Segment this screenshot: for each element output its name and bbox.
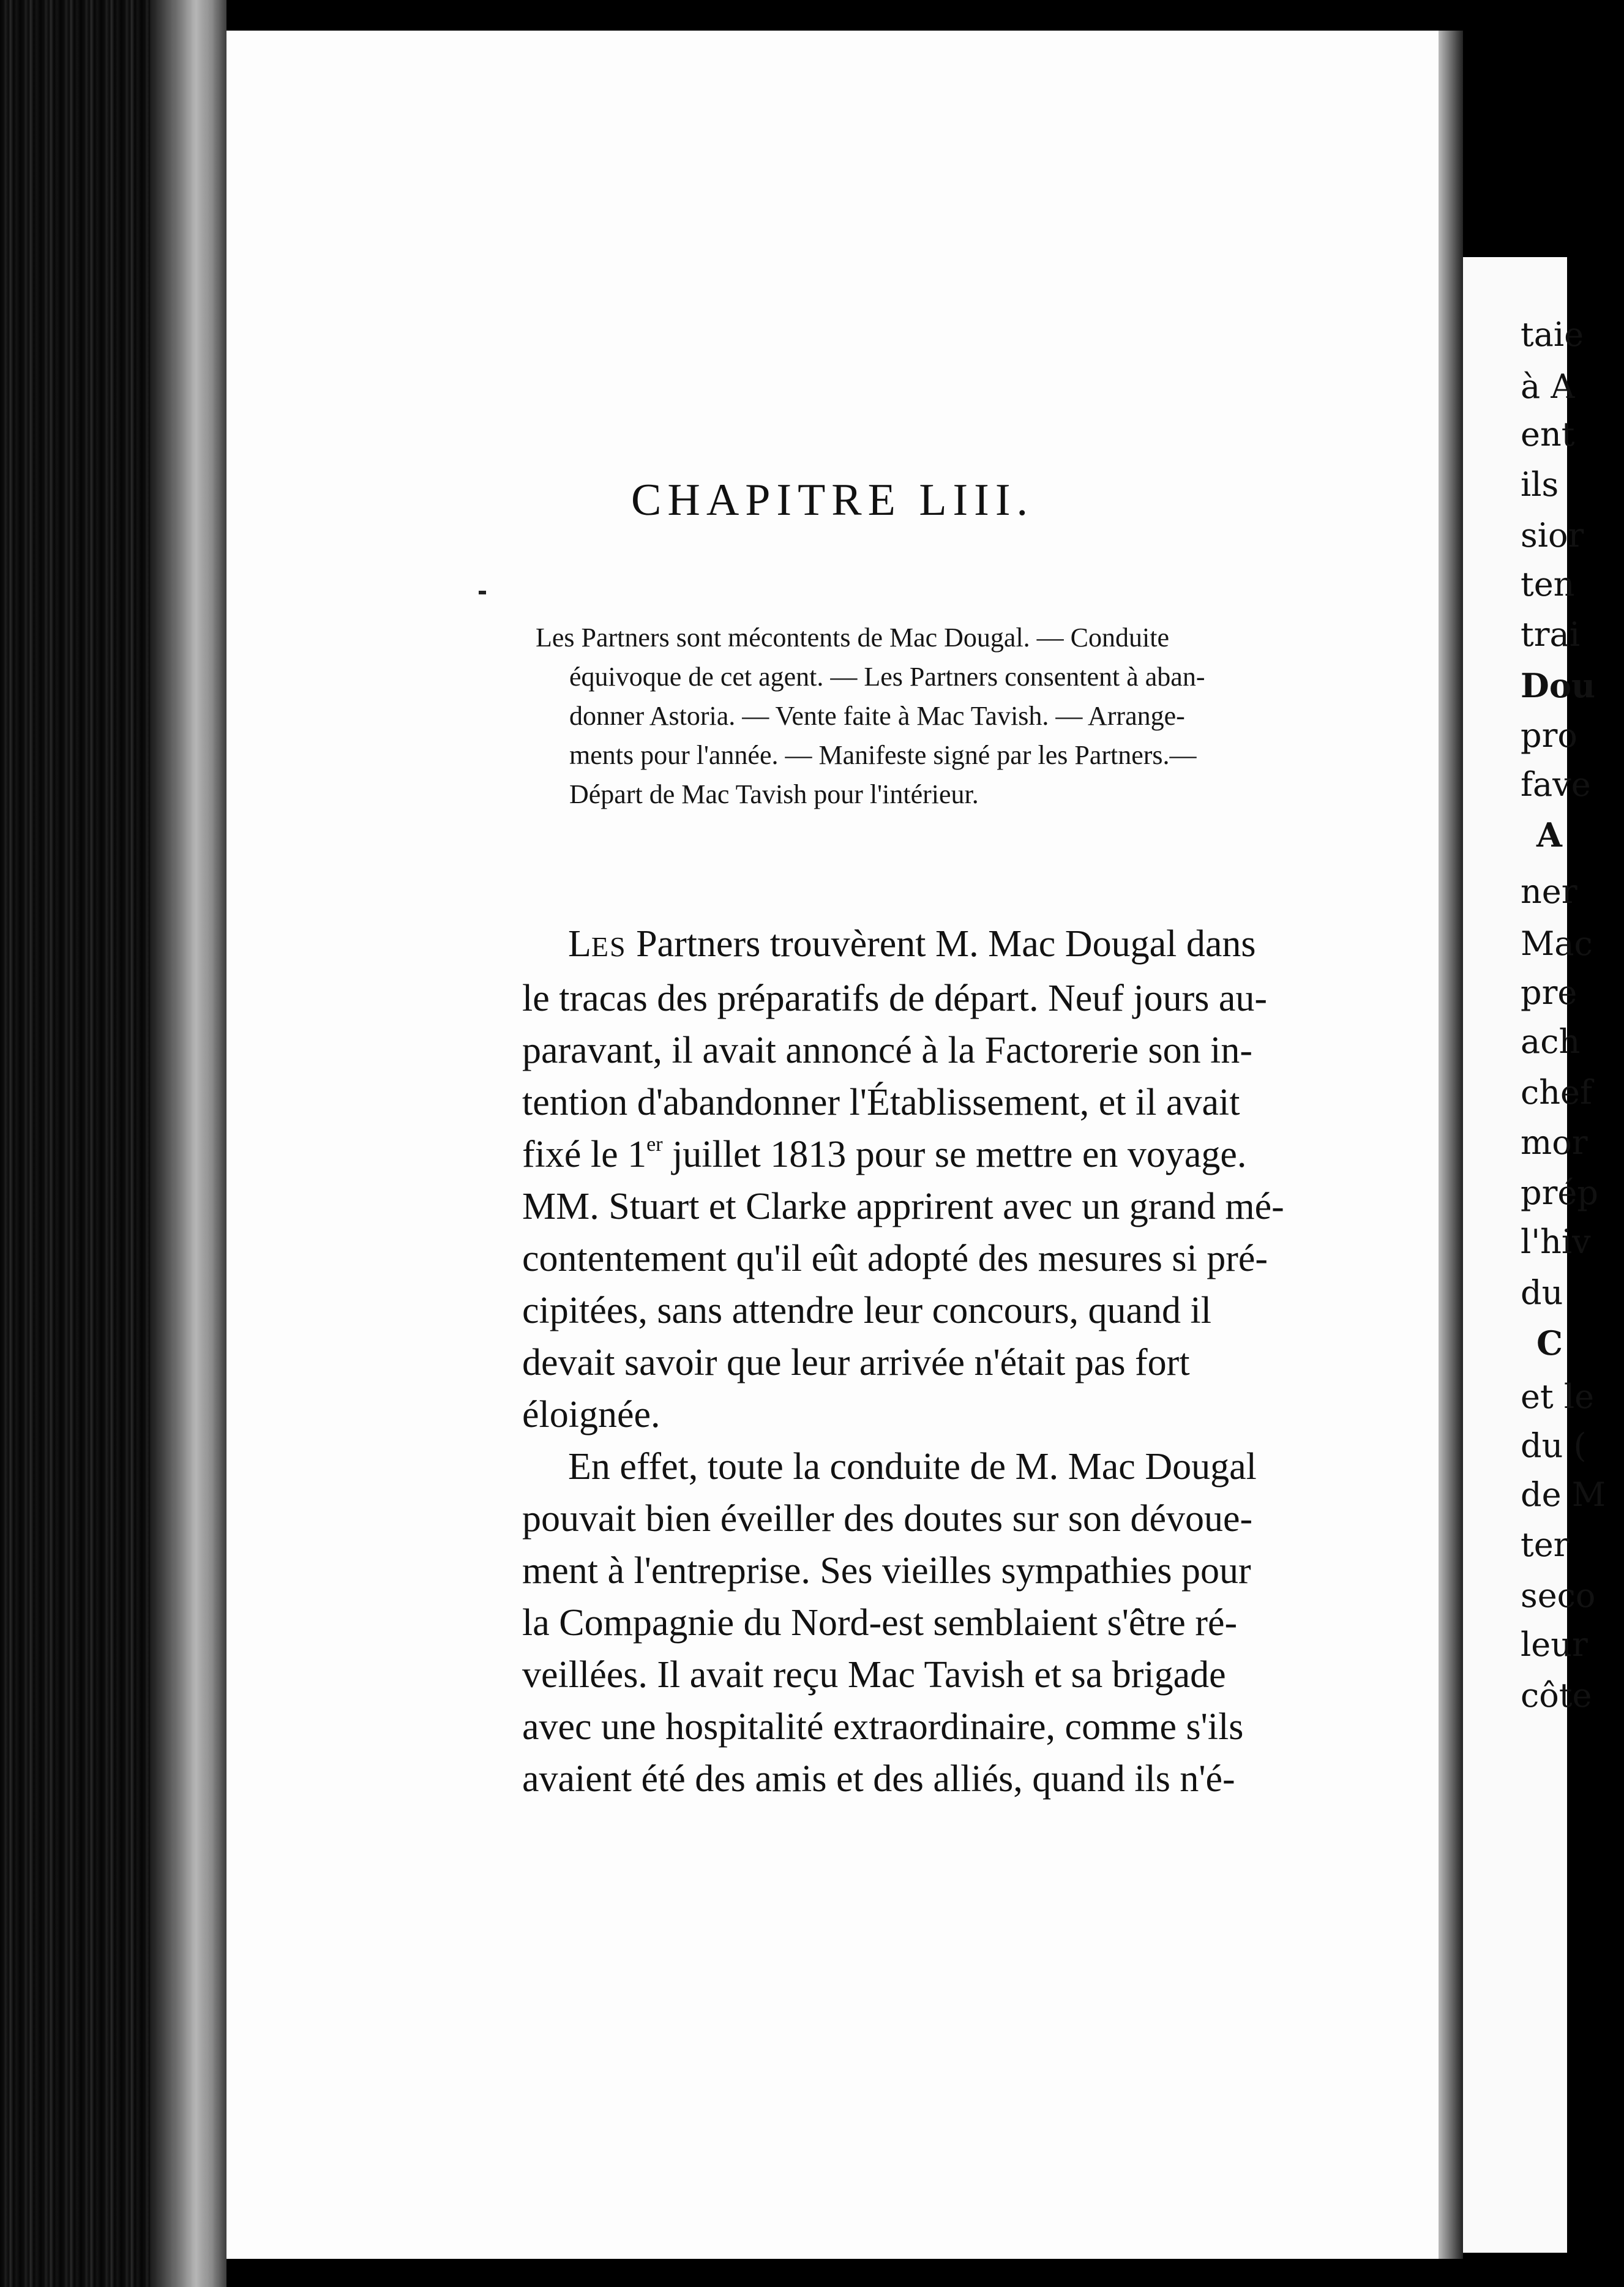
chapter-title: CHAPITRE LIII. [631,475,1034,525]
summary-line: ments pour l'année. — Manifeste signé par les Partners.— [569,740,1197,770]
body-line: ment à l'entreprise. Ses vieilles sympathies pour [522,1550,1251,1592]
facing-page-fragment-line: fave [1521,765,1591,804]
body-line: éloignée. [522,1394,660,1435]
facing-page-fragment [1463,257,1606,2253]
facing-page-fragment-line: mor [1521,1123,1588,1162]
facing-page-fragment-line: sior [1521,516,1584,555]
smallcaps-text: ES [591,931,627,962]
facing-page-fragment-line: côte [1521,1676,1592,1715]
facing-page-fragment-line: pro [1521,716,1577,755]
left-page [226,31,1439,2259]
page-edge-stack [150,0,226,2287]
body-line: avaient été des amis et des alliés, quand ils n'é- [522,1758,1235,1800]
superscript: er [646,1133,663,1156]
scan-top-border [226,0,1567,31]
facing-page-fragment-line: leur [1521,1625,1588,1664]
body-line: tention d'abandonner l'Établissement, et il avait [522,1082,1240,1123]
facing-page-fragment-line: trai [1521,615,1580,654]
facing-page-fragment-line: A [1536,815,1562,855]
body-line: contentement qu'il eût adopté des mesures si pré- [522,1238,1268,1279]
summary-line: équivoque de cet agent. — Les Partners consentent à aban- [569,662,1205,692]
body-line: En effet, toute la conduite de M. Mac Dougal [568,1446,1257,1488]
body-line: MM. Stuart et Clarke apprirent avec un grand mé- [522,1186,1284,1227]
gutter-shadow [1439,31,1463,2259]
facing-page-fragment-line: pre [1521,973,1577,1012]
facing-page-fragment-line: du [1521,1273,1563,1312]
facing-page-fragment-line: l'hiv [1521,1222,1591,1261]
facing-page-fragment-line: ent [1521,415,1575,454]
summary-line: Les Partners sont mécontents de Mac Dougal. — Conduite [536,623,1170,653]
body-line: le tracas des préparatifs de départ. Neuf jours au- [522,978,1268,1019]
facing-page-fragment-line: Mac [1521,924,1593,963]
facing-page-fragment-line: ach [1521,1022,1581,1061]
body-line: devait savoir que leur arrivée n'était pas fort [522,1342,1190,1383]
summary-line: donner Astoria. — Vente faite à Mac Tavish. — Arrange- [569,701,1185,731]
summary-line: Départ de Mac Tavish pour l'intérieur. [569,779,979,809]
body-line-text: fixé le 1 [522,1134,647,1175]
body-line: cipitées, sans attendre leur concours, quand il [522,1290,1211,1331]
body-line-text: Partners trouvèrent M. Mac Dougal dans [626,923,1256,965]
facing-page-fragment-line: ten [1521,565,1575,604]
facing-page-fragment-line: de M [1521,1475,1606,1514]
facing-page-fragment-line: à A [1521,367,1575,406]
body-line: paravant, il avait annoncé à la Factorerie son in- [522,1030,1252,1071]
facing-page-fragment-line: chef [1521,1073,1592,1112]
facing-page-fragment-line: C [1536,1323,1563,1363]
body-line: pouvait bien éveiller des doutes sur son dévoue- [522,1498,1253,1540]
facing-page-fragment-line: seco [1521,1576,1596,1615]
stray-ink-mark [479,591,486,594]
initial-letter: L [568,923,591,965]
facing-page-fragment-line: et le [1521,1377,1595,1416]
body-line-text: juillet 1813 pour se mettre en voyage. [662,1134,1247,1175]
body-line: veillées. Il avait reçu Mac Tavish et sa brigade [522,1654,1226,1696]
body-line: avec une hospitalité extraordinaire, comme s'ils [522,1706,1244,1748]
body-line: la Compagnie du Nord-est semblaient s'être ré- [522,1602,1238,1644]
facing-page-fragment-line: du ( [1521,1426,1587,1465]
facing-page-fragment-line: taie [1521,315,1584,354]
facing-page-fragment-line: prép [1521,1173,1598,1212]
facing-page-fragment-line: ils [1521,465,1559,504]
facing-page-fragment-line: Dou [1521,666,1596,705]
facing-page-fragment-line: ner [1521,872,1577,911]
facing-page-fragment-line: ter [1521,1525,1570,1564]
